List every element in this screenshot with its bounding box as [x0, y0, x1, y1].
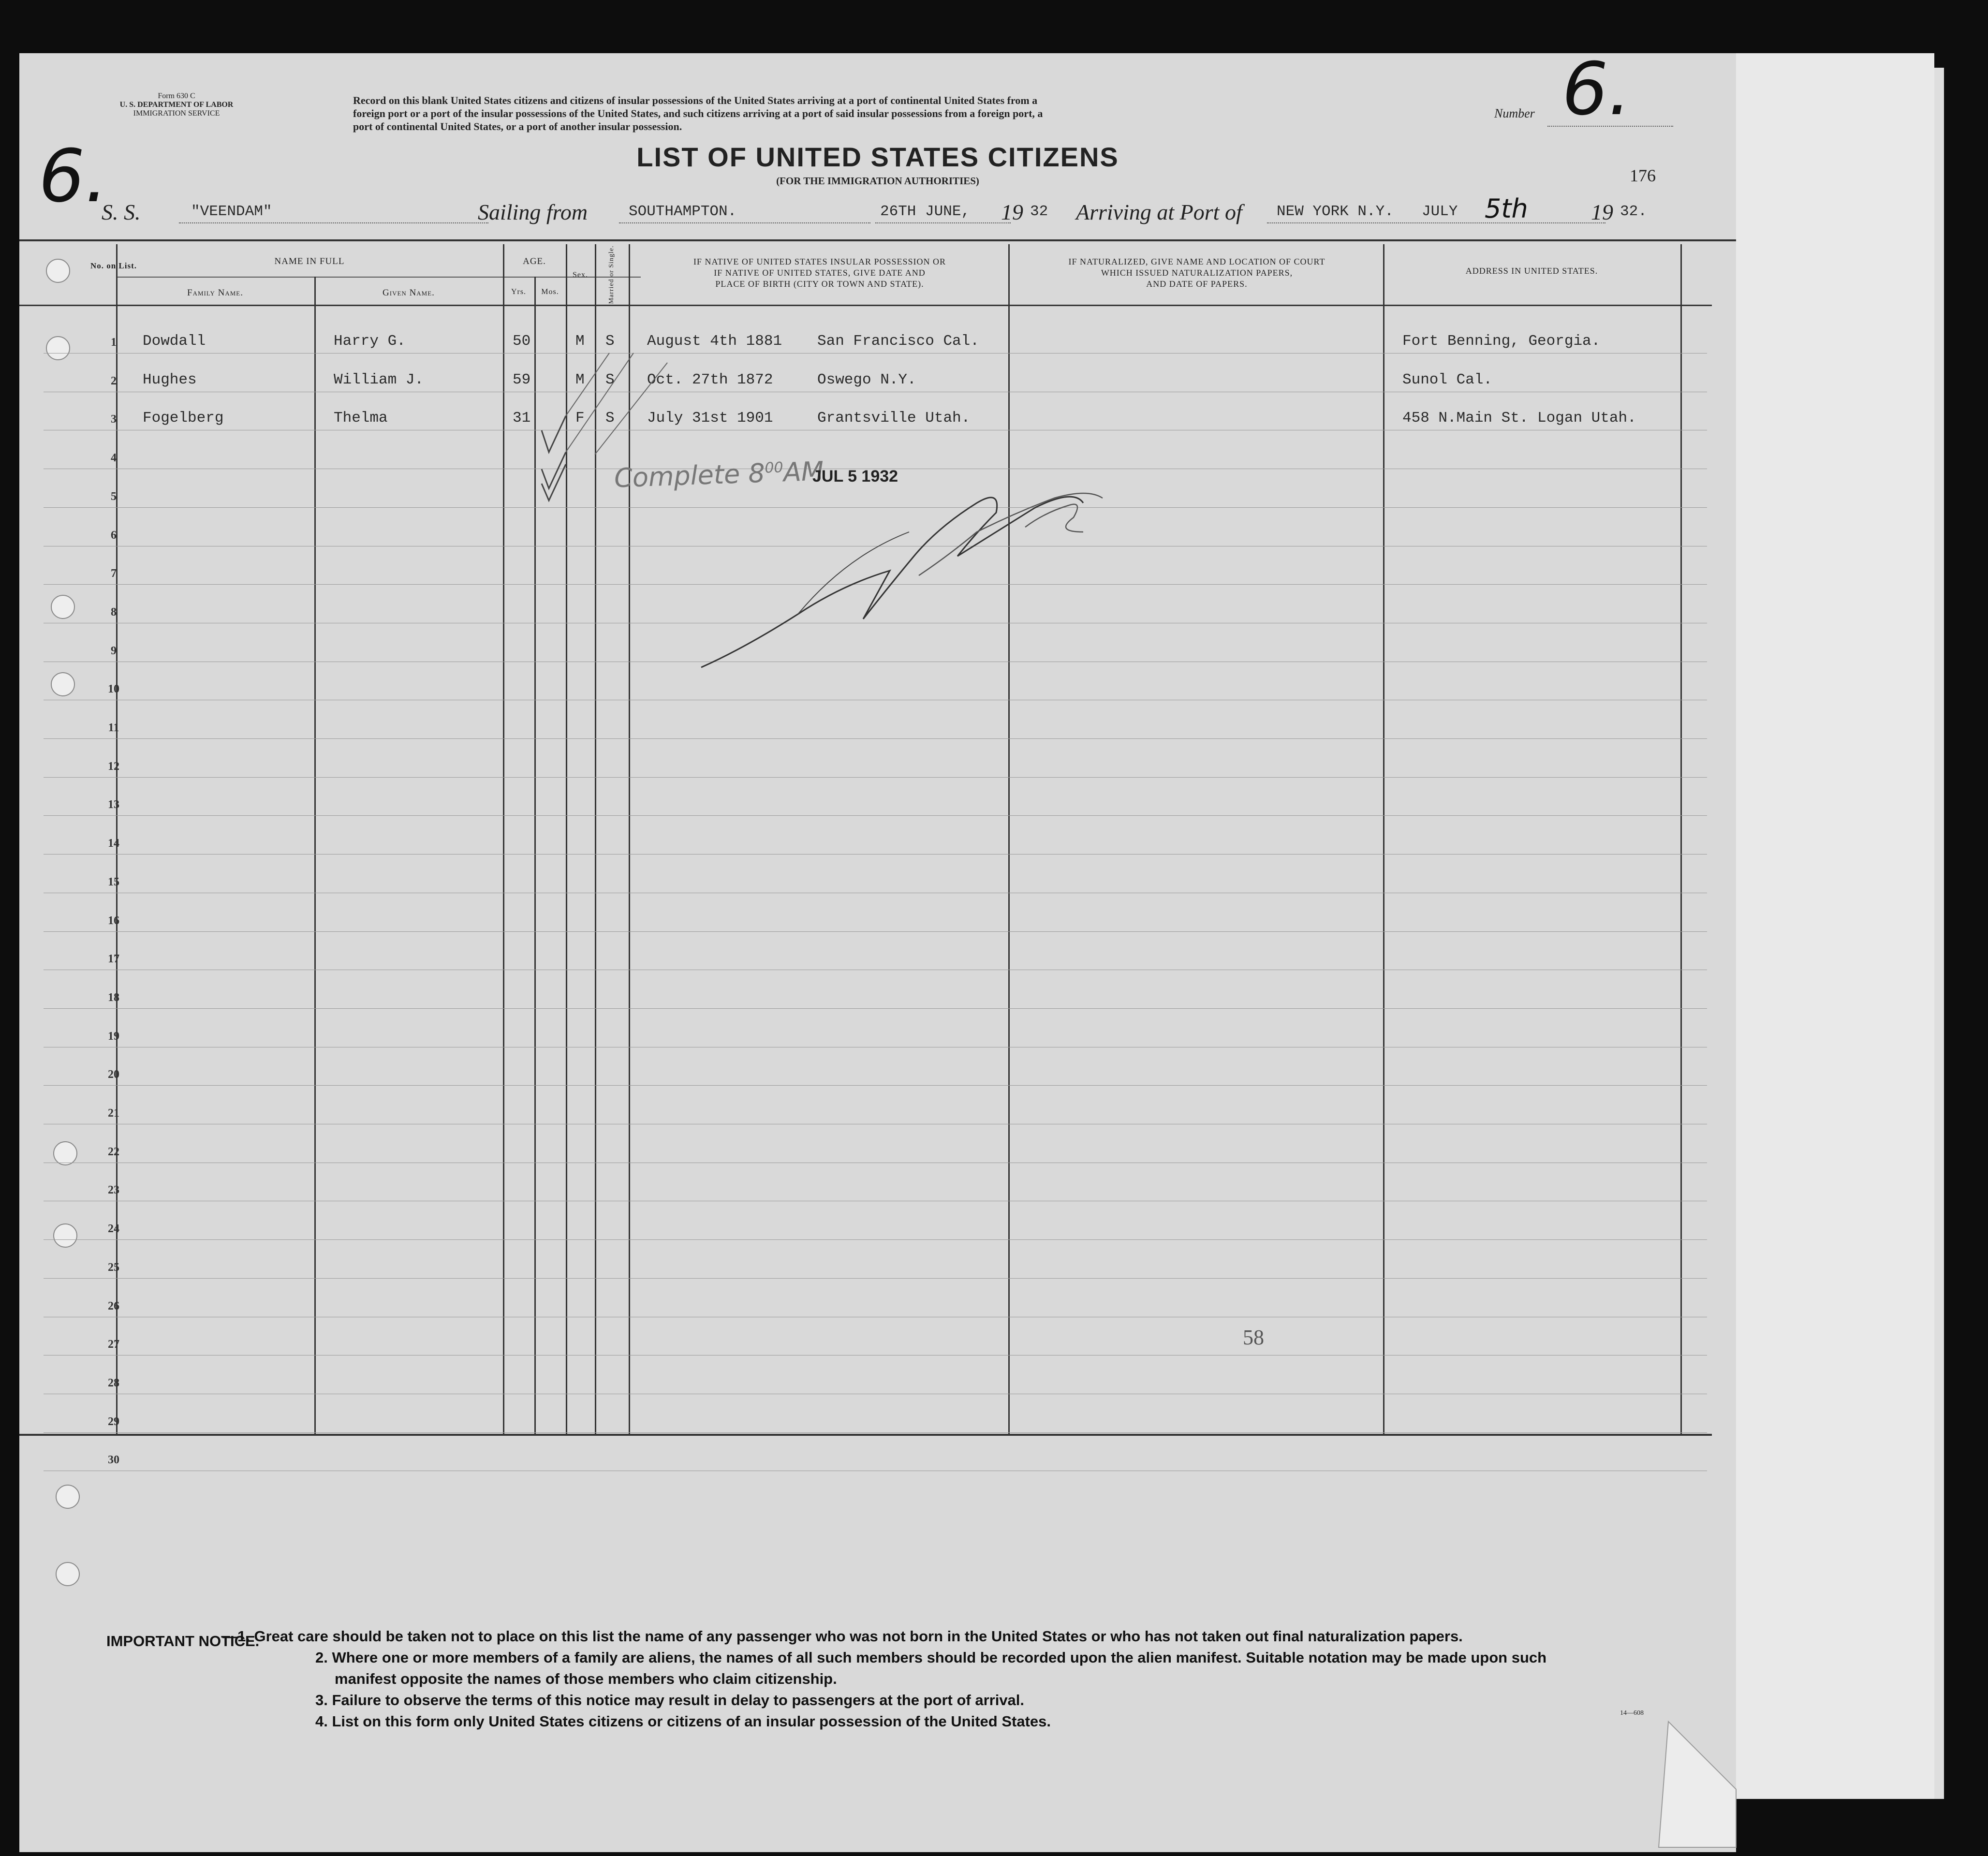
- address-cell: Fort Benning, Georgia.: [1402, 333, 1601, 350]
- row-number: 29: [108, 1415, 119, 1428]
- arriving-label: Arriving at Port of: [1076, 200, 1242, 224]
- number-value: 6.: [1562, 47, 1632, 132]
- row-number: 1: [111, 336, 117, 349]
- arrival-port: NEW YORK N.Y.: [1277, 203, 1394, 220]
- row-number: 14: [108, 837, 119, 850]
- form-code: 14—608: [1620, 1709, 1644, 1717]
- service-name: IMMIGRATION SERVICE: [133, 109, 220, 118]
- row-number: 15: [108, 875, 119, 888]
- row-number: 22: [108, 1145, 119, 1158]
- notice-item-1: —1. Great care should be taken not to place on this list the name of any passenger who was not born in the United States or who has not taken out final naturalization papers.: [222, 1628, 1463, 1645]
- record-instructions: Record on this blank United States citizens and citizens of insular possessions of the United States arriving at a port of continental United States from a foreign port or a port of the insular possessions of the United States, and such citizens arriving at a port of said insular possessions from a foreign port, a port of continental United States, or a port of another insular possession.: [353, 94, 1043, 133]
- punch-hole: [51, 672, 75, 696]
- row-number: 12: [108, 760, 119, 773]
- header-no-on-list: No. on List.: [90, 261, 137, 270]
- col-divider: [534, 277, 536, 1435]
- row-number: 7: [111, 567, 117, 580]
- punch-hole: [53, 1141, 77, 1165]
- sail-year: 32: [1030, 203, 1048, 220]
- notice-items: [222, 1626, 1546, 1732]
- header-family-name: Family Name.: [187, 288, 243, 298]
- row-line: [44, 1432, 1707, 1433]
- header-yrs: Yrs.: [511, 288, 527, 296]
- age-years-cell: 50: [513, 333, 531, 350]
- marital-status-cell: S: [605, 410, 615, 427]
- sex-cell: M: [575, 371, 585, 388]
- sail-date: 26TH JUNE,: [880, 203, 971, 220]
- header-birth: IF NATIVE OF UNITED STATES INSULAR POSSESSION OR IF NATIVE OF UNITED STATES, GIVE DATE AND PLACE OF BIRTH (CITY OR TOWN AND STATE).: [693, 257, 946, 289]
- given-name-cell: Thelma: [334, 410, 388, 427]
- punch-hole: [51, 595, 75, 619]
- row-number: 24: [108, 1223, 119, 1236]
- page-subtitle: (FOR THE IMMIGRATION AUTHORITIES): [776, 175, 979, 187]
- punch-hole: [56, 1485, 80, 1509]
- row-number: 30: [108, 1454, 119, 1467]
- row-number: 6: [111, 529, 117, 542]
- from-port: SOUTHAMPTON.: [629, 203, 737, 220]
- col-divider: [503, 244, 504, 1435]
- given-name-cell: William J.: [334, 371, 424, 388]
- table-bottom-border: [19, 1434, 1712, 1436]
- header-given-name: Given Name.: [383, 288, 435, 298]
- given-name-cell: Harry G.: [334, 333, 406, 350]
- header-married-single: Married or Single.: [608, 245, 615, 304]
- sex-cell: M: [575, 333, 585, 350]
- birth-date-cell: August 4th 1881: [647, 333, 782, 350]
- birth-place-cell: San Francisco Cal.: [817, 333, 979, 350]
- ss-label: S. S.: [102, 200, 141, 224]
- age-years-cell: 31: [513, 410, 531, 427]
- row-number: 4: [111, 452, 117, 465]
- inspector-signature: [687, 459, 1151, 733]
- birth-place-cell: Oswego N.Y.: [817, 371, 916, 388]
- arrival-month: JULY: [1422, 203, 1458, 220]
- page-number: 176: [1630, 166, 1656, 185]
- ship-line: [179, 222, 488, 223]
- row-number: 20: [108, 1068, 119, 1081]
- row-number: 27: [108, 1338, 119, 1351]
- row-number: 11: [108, 722, 119, 734]
- row-line: [44, 1008, 1707, 1009]
- form-header-block: [111, 92, 242, 118]
- row-number: 13: [108, 798, 119, 811]
- family-name-cell: Fogelberg: [143, 410, 224, 427]
- notice-item-2: 2. Where one or more members of a family are aliens, the names of all such members should be recorded upon the alien manifest. Suitable notation may be made upon such: [315, 1649, 1547, 1666]
- row-number: 23: [108, 1184, 119, 1197]
- row-number: 5: [111, 490, 117, 503]
- row-number: 21: [108, 1107, 119, 1119]
- punch-hole: [56, 1562, 80, 1586]
- row-line: [44, 1278, 1707, 1279]
- header-bottom-border: [19, 305, 1712, 306]
- family-name-cell: Hughes: [143, 371, 197, 388]
- folded-corner: [1630, 1702, 1746, 1852]
- row-line: [44, 738, 1707, 739]
- birth-date-cell: July 31st 1901: [647, 410, 773, 427]
- punch-hole: [46, 259, 70, 283]
- punch-hole: [46, 336, 70, 360]
- row-number: 3: [111, 413, 117, 426]
- row-line: [44, 1239, 1707, 1240]
- col-divider: [314, 277, 316, 1435]
- row-line: [44, 931, 1707, 932]
- address-cell: 458 N.Main St. Logan Utah.: [1402, 410, 1636, 427]
- row-number: 18: [108, 991, 119, 1004]
- header-age: AGE.: [523, 256, 546, 266]
- from-port-line: [619, 222, 870, 223]
- department-name: U. S. DEPARTMENT OF LABOR: [119, 101, 234, 109]
- row-number: 26: [108, 1299, 119, 1312]
- manifest-sheet: [19, 47, 1736, 1852]
- marital-status-cell: S: [605, 371, 615, 388]
- header-name-in-full: NAME IN FULL: [274, 256, 345, 266]
- col-divider: [1008, 244, 1010, 1435]
- row-line: [44, 1085, 1707, 1086]
- row-number: 25: [108, 1261, 119, 1274]
- row-line: [44, 815, 1707, 816]
- sailing-label: Sailing from: [478, 200, 588, 224]
- age-years-cell: 59: [513, 371, 531, 388]
- arrival-line: [1267, 222, 1605, 223]
- col-divider: [1383, 244, 1384, 1435]
- row-number: 19: [108, 1030, 119, 1043]
- birth-date-cell: Oct. 27th 1872: [647, 371, 773, 388]
- row-number: 16: [108, 914, 119, 927]
- year-prefix: 19: [1001, 200, 1023, 224]
- marital-status-cell: S: [605, 333, 615, 350]
- address-cell: Sunol Cal.: [1402, 371, 1493, 388]
- notice-item-2-cont: manifest opposite the names of those members who claim citizenship.: [335, 1670, 837, 1687]
- birth-place-cell: Grantsville Utah.: [817, 410, 971, 427]
- row-number: 17: [108, 953, 119, 966]
- page-title: LIST OF UNITED STATES CITIZENS: [636, 142, 1119, 172]
- row-number: 10: [108, 683, 119, 696]
- name-subheader-line: [116, 277, 641, 278]
- complete-annotation: Complete $8^{00}AM$: [614, 456, 825, 494]
- header-address: ADDRESS IN UNITED STATES.: [1465, 266, 1598, 276]
- col-divider: [1680, 244, 1682, 1435]
- notice-item-3: 3. Failure to observe the terms of this notice may result in delay to passengers at the port of arrival.: [315, 1692, 1025, 1709]
- sail-date-line: [875, 222, 1011, 223]
- page-mark-58: 58: [1243, 1326, 1264, 1349]
- header-mos: Mos.: [541, 288, 559, 296]
- table-top-border: [19, 239, 1736, 241]
- row-number: 9: [111, 644, 117, 657]
- row-line: [44, 777, 1707, 778]
- number-label: Number: [1494, 106, 1535, 120]
- header-naturalized: IF NATURALIZED, GIVE NAME AND LOCATION OF COURT WHICH ISSUED NATURALIZATION PAPERS, AND DATE OF PAPERS.: [1068, 257, 1325, 289]
- header-sex: Sex.: [573, 271, 588, 279]
- row-number: 8: [111, 605, 117, 619]
- arrival-day: 5th: [1485, 193, 1528, 224]
- form-number: Form 630 C: [158, 92, 195, 100]
- ship-name: "VEENDAM": [191, 203, 272, 220]
- family-name-cell: Dowdall: [143, 333, 206, 350]
- notice-title: IMPORTANT NOTICE.: [106, 1633, 260, 1650]
- arrival-year: 32.: [1620, 203, 1647, 220]
- back-sheet-2: [1722, 53, 1934, 1799]
- date-stamp: JUL 5 1932: [812, 467, 898, 486]
- sex-cell: F: [575, 410, 585, 427]
- punch-hole: [53, 1223, 77, 1248]
- row-line: [44, 353, 1707, 354]
- notice-item-4: 4. List on this form only United States citizens or citizens of an insular possession of the United States.: [315, 1713, 1051, 1730]
- arrival-year-prefix: 19: [1591, 200, 1613, 224]
- row-number: 2: [111, 374, 117, 387]
- left-number-mark: 6.: [39, 134, 108, 219]
- row-number: 28: [108, 1376, 119, 1389]
